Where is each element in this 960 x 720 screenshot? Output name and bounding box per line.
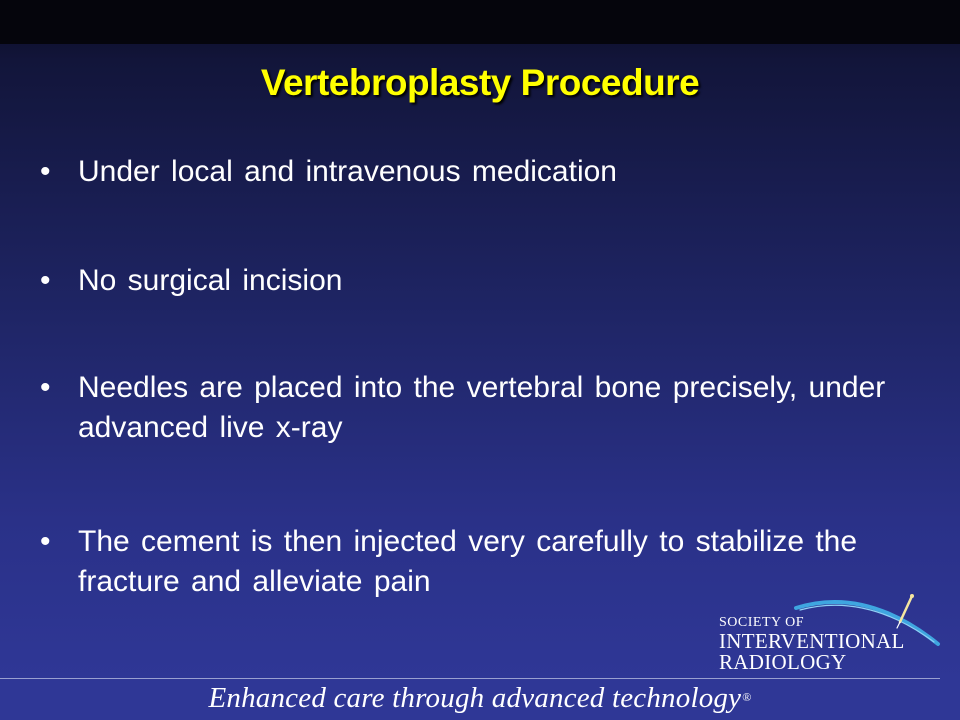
sir-logo	[716, 592, 946, 672]
logo-line-interventional: INTERVENTIONAL	[719, 629, 905, 653]
bullet-item	[40, 152, 920, 192]
footer-tagline	[0, 682, 960, 715]
bullet-item	[40, 261, 920, 301]
bullet-item	[40, 522, 920, 602]
logo-line-society: SOCIETY OF	[719, 615, 804, 630]
footer-divider	[0, 678, 940, 679]
bullet-dot: •	[40, 155, 51, 188]
bullet-text: The cement is then injected very carefully to stabilize the fracture and alleviate pain	[78, 525, 858, 598]
bullet-text: No surgical incision	[78, 264, 343, 297]
logo-line-radiology: RADIOLOGY	[719, 650, 847, 674]
registered-mark: ®	[742, 690, 752, 704]
tagline-text: Enhanced care through advanced technology	[208, 682, 742, 714]
bullet-dot: •	[40, 371, 51, 404]
bullet-text: Needles are placed into the vertebral bone precisely, under advanced live x-ray	[78, 371, 886, 444]
slide-title: Vertebroplasty Procedure	[260, 62, 700, 103]
bullet-dot: •	[40, 264, 51, 297]
logo-text	[719, 616, 905, 673]
top-band	[0, 0, 960, 44]
bullet-dot: •	[40, 525, 51, 558]
bullet-text: Under local and intravenous medication	[78, 155, 617, 188]
bullet-item	[40, 368, 920, 448]
